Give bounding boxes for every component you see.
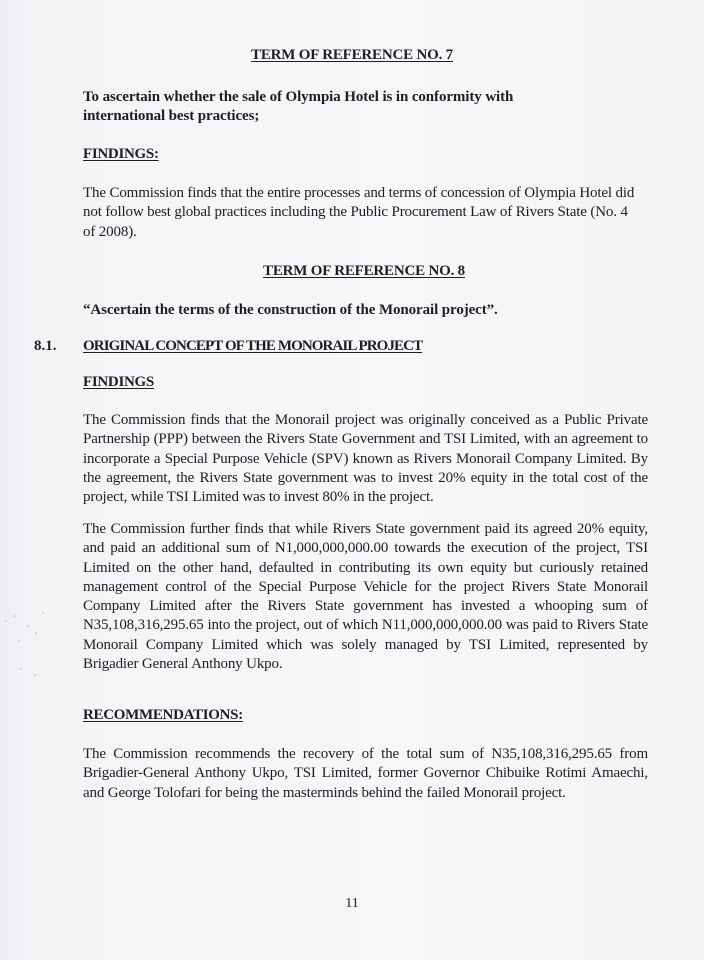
tor7-question-line1: To ascertain whether the sale of Olympia Hotel is in conformity with — [83, 89, 514, 105]
scan-speckle — [18, 640, 20, 642]
page-number: 11 — [345, 896, 359, 911]
section-findings-label: FINDINGS — [83, 374, 154, 390]
recommendations-text: The Commission recommends the recovery of the total sum of N35,108,316,295.65 from Brigadier-General Anthony Ukpo, TSI Limited, former Governor Chibuike Rotimi Amaechi, and George Tolofari for being the masterminds behind the failed Monorail project. — [83, 746, 648, 801]
scan-speckle — [20, 668, 22, 670]
tor8-question: “Ascertain the terms of the construction of the Monorail project”. — [83, 302, 498, 318]
scan-speckle — [35, 632, 37, 634]
tor7-findings-label: FINDINGS: — [83, 146, 159, 162]
tor8-heading: TERM OF REFERENCE NO. 8 — [263, 263, 465, 279]
findings-paragraph-2: The Commission further finds that while Rivers State government paid its agreed 20% equity, and paid an additional sum of N1,000,000,000.00 towards the execution of the project, TSI Limited on the other hand, defaulted in contributing its own equity but curiously retained management control of the Special Purpose Vehicle for the project Rivers State Monorail Company Limited after the Rivers State government has invested a whooping sum of N35,108,316,295.65 into the project, out of which N11,000,000,000.00 was paid to Rivers State Monorail Company Limited which was solely managed by TSI Limited, represented by Brigadier General Anthony Ukpo. — [83, 521, 648, 673]
recommendations-label: RECOMMENDATIONS: — [83, 707, 243, 723]
scan-speckle — [27, 625, 29, 627]
scan-speckle — [5, 620, 7, 622]
tor7-question-line2: international best practices; — [83, 108, 260, 124]
scan-speckle — [42, 612, 44, 614]
findings-paragraph-1: The Commission finds that the Monorail project was originally conceived as a Public Private Partnership (PPP) between the Rivers State Government and TSI Limited, with an agreement to incorporate a Special Purpose Vehicle (SPV) known as Rivers Monorail Company Limited. By the agreement, the Rivers State government was to invest 20% equity in the total cost of the project, while TSI Limited was to invest 80% in the project. — [83, 412, 648, 506]
scan-speckle — [34, 674, 36, 676]
tor7-heading: TERM OF REFERENCE NO. 7 — [251, 47, 453, 63]
section-number: 8.1. — [34, 338, 57, 354]
section-title: ORIGINAL CONCEPT OF THE MONORAIL PROJECT — [83, 338, 423, 354]
tor7-findings-text: The Commission finds that the entire processes and terms of concession of Olympia Hotel did not follow best global practices including the Public Procurement Law of Rivers State (No. 4 of 2008). — [83, 185, 635, 240]
scan-speckle — [14, 615, 16, 617]
